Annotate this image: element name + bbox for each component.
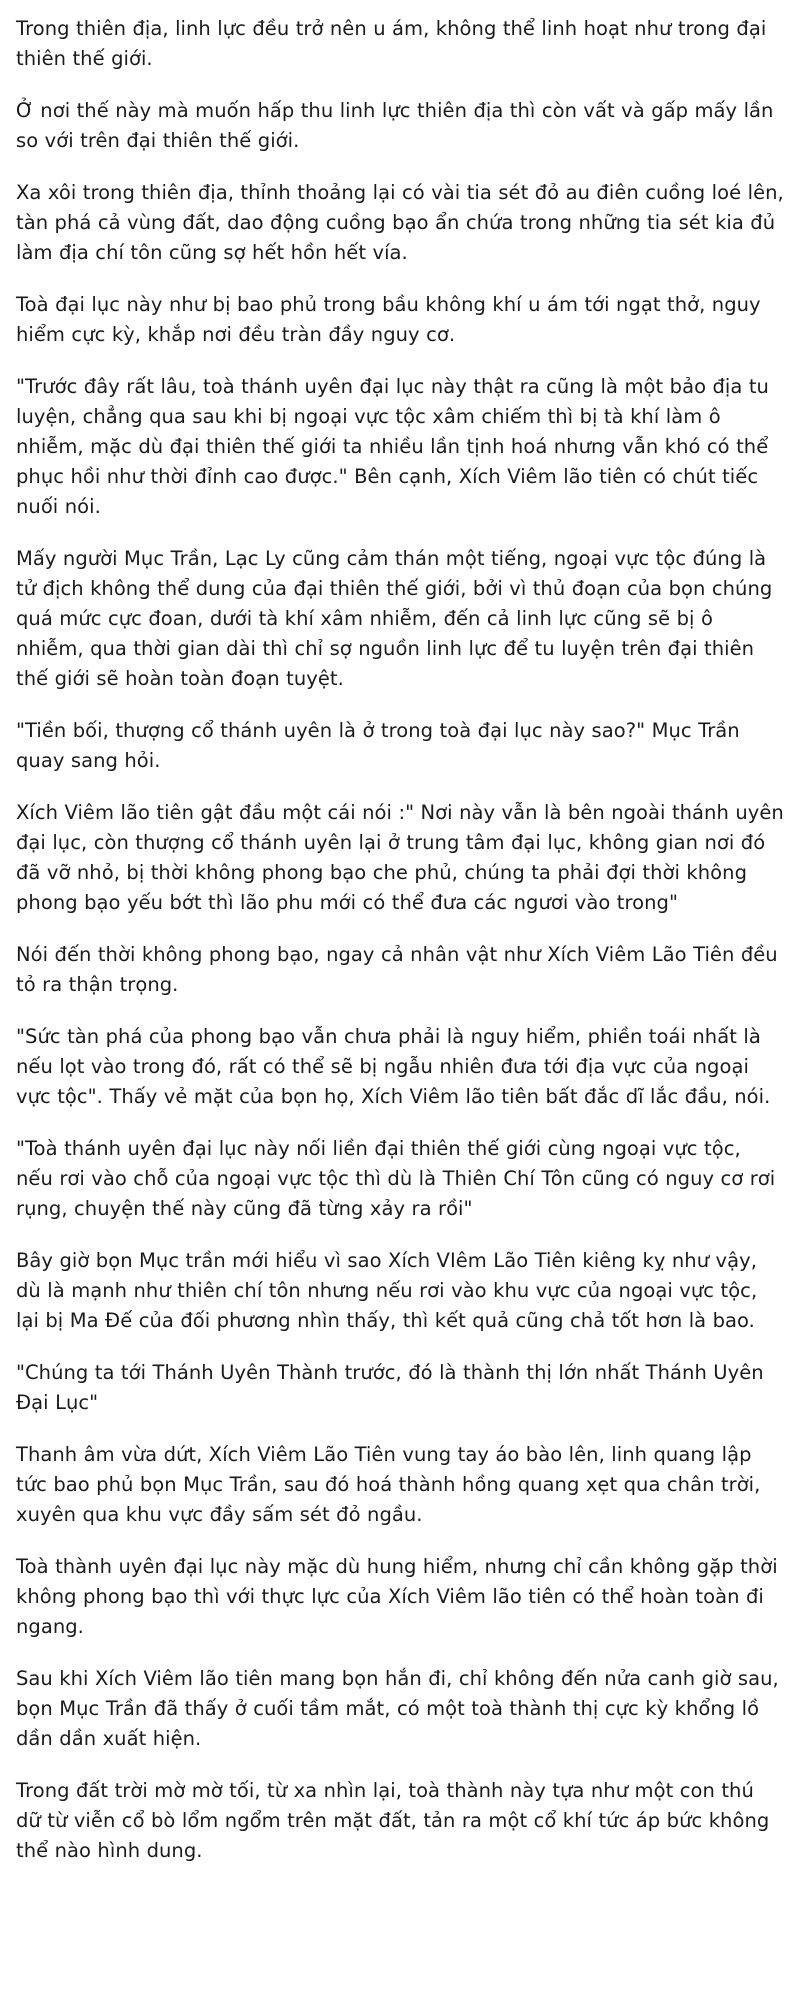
paragraph: Ở nơi thế này mà muốn hấp thu linh lực thiên địa thì còn vất và gấp mấy lần so với trên đại thiên thế giới. xyxy=(16,99,774,152)
paragraph: "Trước đây rất lâu, toà thánh uyên đại lục này thật ra cũng là một bảo địa tu luyện, chẳng qua sau khi bị ngoại vực tộc xâm chiếm thì bị tà khí làm ô nhiễm, mặc dù đại thiên thế giới ta nhiều lần tịnh hoá nhưng vẫn khó có thể phục hồi như thời đỉnh cao được." Bên cạnh, Xích Viêm lão tiên có chút tiếc nuối nói. xyxy=(16,375,769,518)
paragraph: Thanh âm vừa dứt, Xích Viêm Lão Tiên vung tay áo bào lên, linh quang lập tức bao phủ bọn Mục Trần, sau đó hoá thành hồng quang xẹt qua chân trời, xuyên qua khu vực đầy sấm sét đỏ ngầu. xyxy=(16,1443,761,1526)
paragraph: "Toà thánh uyên đại lục này nối liền đại thiên thế giới cùng ngoại vực tộc, nếu rơi vào chỗ của ngoại vực tộc thì dù là Thiên Chí Tôn cũng có nguy cơ rơi rụng, chuyện thế này cũng đã từng xảy ra rồi" xyxy=(16,1137,776,1220)
paragraph: Nói đến thời không phong bạo, ngay cả nhân vật như Xích Viêm Lão Tiên đều tỏ ra thận trọng. xyxy=(16,943,778,996)
paragraph: "Chúng ta tới Thánh Uyên Thành trước, đó là thành thị lớn nhất Thánh Uyên Đại Lục" xyxy=(16,1361,764,1414)
paragraph: Xa xôi trong thiên địa, thỉnh thoảng lại có vài tia sét đỏ au điên cuồng loé lên, tàn phá cả vùng đất, dao động cuồng bạo ẩn chứa trong những tia sét kia đủ làm địa chí tôn cũng sợ hết hồn hết vía. xyxy=(16,181,784,264)
paragraph: Bây giờ bọn Mục trần mới hiểu vì sao Xích VIêm Lão Tiên kiêng kỵ như vậy, dù là mạnh như thiên chí tôn nhưng nếu rơi vào khu vực của ngoại vực tộc, lại bị Ma Đế của đối phương nhìn thấy, thì kết quả cũng chả tốt hơn là bao. xyxy=(16,1249,758,1332)
paragraph: Mấy người Mục Trần, Lạc Ly cũng cảm thán một tiếng, ngoại vực tộc đúng là tử địch không thể dung của đại thiên thế giới, bởi vì thủ đoạn của bọn chúng quá mức cực đoan, dưới tà khí xâm nhiễm, đến cả linh lực cũng sẽ bị ô nhiễm, qua thời gian dài thì chỉ sợ nguồn linh lực để tu luyện trên đại thiên thế giới sẽ hoàn toàn đoạn tuyệt. xyxy=(16,547,773,690)
paragraph: Sau khi Xích Viêm lão tiên mang bọn hắn đi, chỉ không đến nửa canh giờ sau, bọn Mục Trần đã thấy ở cuối tầm mắt, có một toà thành thị cực kỳ khổng lồ dần dần xuất hiện. xyxy=(16,1667,779,1750)
paragraph: Xích Viêm lão tiên gật đầu một cái nói :" Nơi này vẫn là bên ngoài thánh uyên đại lục, còn thượng cổ thánh uyên lại ở trung tâm đại lục, không gian nơi đó đã vỡ nhỏ, bị thời không phong bạo che phủ, chúng ta phải đợi thời không phong bạo yếu bớt thì lão phu mới có thể đưa các ngươi vào trong" xyxy=(16,801,784,914)
paragraph: Trong thiên địa, linh lực đều trở nên u ám, không thể linh hoạt như trong đại thiên thế giới. xyxy=(16,17,767,70)
paragraph: Trong đất trời mờ mờ tối, từ xa nhìn lại, toà thành này tựa như một con thú dữ từ viễn cổ bò lổm ngổm trên mặt đất, tản ra một cổ khí tức áp bức không thể nào hình dung. xyxy=(16,1779,770,1862)
paragraph: Toà thành uyên đại lục này mặc dù hung hiểm, nhưng chỉ cần không gặp thời không phong bạo thì với thực lực của Xích Viêm lão tiên có thể hoàn toàn đi ngang. xyxy=(16,1555,778,1638)
paragraph: "Sức tàn phá của phong bạo vẫn chưa phải là nguy hiểm, phiền toái nhất là nếu lọt vào trong đó, rất có thể sẽ bị ngẫu nhiên đưa tới địa vực của ngoại vực tộc". Thấy vẻ mặt của bọn họ, Xích Viêm lão tiên bất đắc dĩ lắc đầu, nói. xyxy=(16,1025,771,1108)
paragraph: Toà đại lục này như bị bao phủ trong bầu không khí u ám tới ngạt thở, nguy hiểm cực kỳ, khắp nơi đều tràn đầy nguy cơ. xyxy=(16,293,761,346)
paragraph: "Tiền bối, thượng cổ thánh uyên là ở trong toà đại lục này sao?" Mục Trần quay sang hỏi. xyxy=(16,719,740,772)
